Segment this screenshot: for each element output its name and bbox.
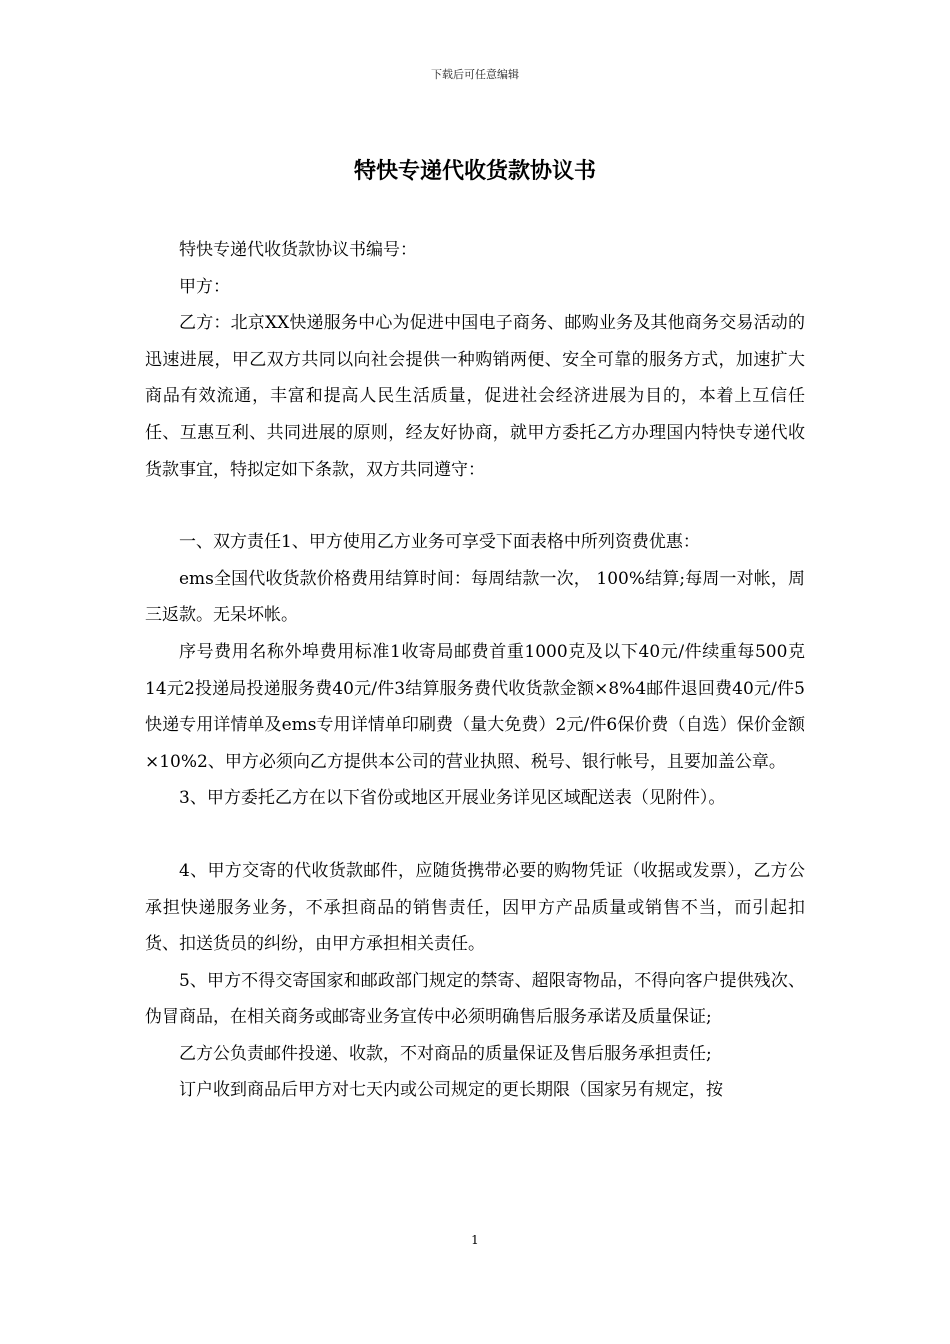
page-number: 1 (471, 1233, 479, 1247)
party-b-paragraph: 乙方：北京XX快递服务中心为促进中国电子商务、邮购业务及其他商务交易活动的迅速进展，甲乙双方共同以向社会提供一种购销两便、安全可靠的服务方式，加速扩大商品有效流通，丰富和提高人民生活质量，促进社会经济进展为目的，本着上互信任任、互惠互利、共同进展的原则，经友好协商，就甲方委托乙方办理国内特快专递代收货款事宜，特拟定如下条款，双方共同遵守： (145, 313, 805, 480)
clause-5-prohibited-items: 5、甲方不得交寄国家和邮政部门规定的禁寄、超限寄物品，不得向客户提供残次、伪冒商品，在相关商务或邮寄业务宣传中必须明确售后服务承诺及质量保证; (145, 970, 805, 1028)
clause-4-purchase-voucher: 4、甲方交寄的代收货款邮件，应随货携带必要的购物凭证（收据或发票），乙方公承担快递服务业务，不承担商品的销售责任，因甲方产品质量或销售不当，而引起扣货、扣送货员的纠纷，由甲方承担相关责任。 (145, 860, 805, 955)
clause-3-regions: 3、甲方委托乙方在以下省份或地区开展业务详见区域配送表（见附件）。 (179, 788, 726, 809)
fee-table-paragraph: 序号费用名称外埠费用标准1收寄局邮费首重1000克及以下40元/件续重每500克14元2投递局投递服务费40元/件3结算服务费代收货款金额×8%4邮件退回费40元/件5快递专用详情单及ems专用详情单印刷费（量大免费）2元/件6保价费（自选）保价金额×10%2、甲方必须向乙方提供本公司的营业执照、税号、银行帐号，且要加盖公章。 (145, 641, 805, 772)
return-period-paragraph: 订户收到商品后甲方对七天内或公司规定的更长期限（国家另有规定，按 (179, 1080, 723, 1101)
document-body (145, 232, 805, 1109)
page-header-note: 下载后可任意编辑 (431, 68, 519, 81)
clause-1-responsibilities: 一、双方责任1、甲方使用乙方业务可享受下面表格中所列资费优惠： (179, 532, 700, 553)
agreement-number-line: 特快专递代收货款协议书编号： (179, 240, 417, 260)
ems-settlement-paragraph: ems全国代收货款价格费用结算时间：每周结款一次， 100%结算;每周一对帐，周三返款。无呆坏帐。 (145, 568, 805, 626)
party-b-delivery-responsibility: 乙方公负责邮件投递、收款，不对商品的质量保证及售后服务承担责任; (179, 1043, 712, 1064)
party-a-line: 甲方： (179, 276, 230, 297)
document-title: 特快专递代收货款协议书 (353, 158, 596, 184)
